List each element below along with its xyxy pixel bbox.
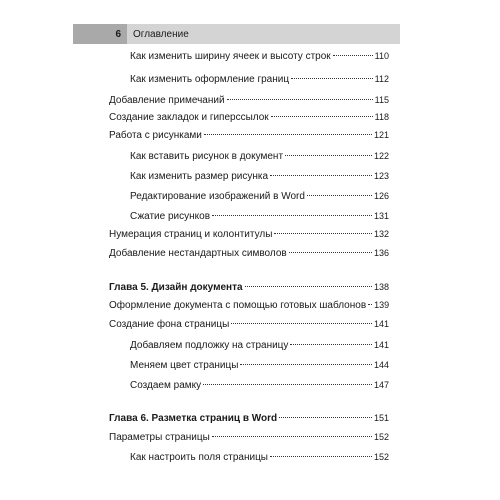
toc-entry[interactable] xyxy=(130,378,389,392)
toc-entry[interactable] xyxy=(130,149,389,163)
toc-entry-label: Редактирование изображений в Word xyxy=(130,191,305,202)
page-number: 6 xyxy=(73,24,127,44)
toc-entry-label: Параметры страницы xyxy=(109,432,210,443)
toc-entry[interactable] xyxy=(130,209,389,223)
dot-leader xyxy=(290,344,372,345)
toc-entry[interactable] xyxy=(109,430,389,444)
dot-leader xyxy=(285,155,372,156)
toc-entry-label: Как вставить рисунок в документ xyxy=(130,151,284,162)
toc-entry[interactable] xyxy=(109,246,389,260)
toc-entry-page: 115 xyxy=(374,95,389,105)
toc-entry-page: 121 xyxy=(373,130,389,140)
dot-leader xyxy=(227,99,373,100)
toc-entry-page: 139 xyxy=(374,300,390,310)
dot-leader xyxy=(289,252,372,253)
toc-entry-label: Сжатие рисунков xyxy=(130,211,211,222)
toc-entry-page: 151 xyxy=(373,413,389,423)
toc-entry[interactable] xyxy=(130,189,389,203)
toc-entry[interactable] xyxy=(130,450,389,464)
toc-entry-label: Как настроить поля страницы xyxy=(130,452,268,463)
toc-entry-label: Как изменить размер рисунка xyxy=(130,171,269,182)
toc-entry-page: 132 xyxy=(373,229,389,239)
toc-entry-page: 141 xyxy=(373,340,389,350)
toc-entry-page: 118 xyxy=(374,112,389,122)
toc-entry-label: Глава 6. Разметка страниц в Word xyxy=(109,413,278,424)
toc-entry-label: Добавление нестандартных символов xyxy=(109,248,287,259)
toc-entry-label: Как изменить оформление границ xyxy=(130,74,290,85)
toc-entry[interactable] xyxy=(109,317,389,331)
toc-entry[interactable] xyxy=(109,227,389,241)
toc-entry-page: 123 xyxy=(373,171,389,181)
toc-entry-page: 126 xyxy=(373,191,389,201)
toc-entry-label: Добавляем подложку на страницу xyxy=(130,340,289,351)
toc-entry[interactable] xyxy=(109,110,389,124)
dot-leader xyxy=(307,195,372,196)
toc-entry-label: Глава 5. Дизайн документа xyxy=(109,282,243,293)
toc-entry[interactable] xyxy=(130,72,389,86)
dot-leader xyxy=(212,436,372,437)
toc-entry[interactable] xyxy=(130,358,389,372)
dot-leader xyxy=(204,134,372,135)
dot-leader xyxy=(270,175,372,176)
toc-entry-page: 112 xyxy=(374,74,389,84)
toc-chapter-entry[interactable] xyxy=(109,411,389,425)
dot-leader xyxy=(245,286,372,287)
dot-leader xyxy=(212,215,372,216)
toc-entry[interactable] xyxy=(109,128,389,142)
toc-entry[interactable] xyxy=(130,169,389,183)
toc-entry-label: Нумерация страниц и колонтитулы xyxy=(109,229,273,240)
toc-entry[interactable] xyxy=(109,93,389,107)
toc-entry-label: Создание закладок и гиперссылок xyxy=(109,112,269,123)
toc-entry-page: 147 xyxy=(373,380,389,390)
toc-entry-page: 138 xyxy=(373,282,389,292)
header-title: Оглавление xyxy=(133,28,189,40)
dot-leader xyxy=(291,78,373,79)
toc-entry[interactable] xyxy=(130,338,389,352)
toc-chapter-entry[interactable] xyxy=(109,280,389,294)
dot-leader xyxy=(270,456,372,457)
dot-leader xyxy=(274,233,372,234)
toc-entry-page: 122 xyxy=(373,151,389,161)
toc-entry-page: 131 xyxy=(373,211,389,221)
dot-leader xyxy=(333,55,373,56)
dot-leader xyxy=(279,417,372,418)
toc-entry-label: Меняем цвет страницы xyxy=(130,360,239,371)
toc-entry[interactable] xyxy=(130,49,389,63)
dot-leader xyxy=(231,323,372,324)
toc-entry-label: Создаем рамку xyxy=(130,380,202,391)
toc-entry-page: 152 xyxy=(373,432,389,442)
toc-entry-label: Оформление документа с помощью готовых шаблонов xyxy=(109,300,367,311)
toc-entry-label: Добавление примечаний xyxy=(109,95,225,106)
toc-entry-label: Создание фона страницы xyxy=(109,319,230,330)
toc-entry-page: 141 xyxy=(373,319,389,329)
toc-entry-page: 136 xyxy=(373,248,389,258)
toc-entry-page: 152 xyxy=(373,452,389,462)
dot-leader xyxy=(240,364,372,365)
dot-leader xyxy=(271,116,373,117)
toc-entry-label: Работа с рисунками xyxy=(109,130,202,141)
toc-entry[interactable] xyxy=(109,298,389,312)
dot-leader xyxy=(203,384,372,385)
toc-entry-page: 144 xyxy=(373,360,389,370)
toc-entry-label: Как изменить ширину ячеек и высоту строк xyxy=(130,51,331,62)
toc-entry-page: 110 xyxy=(374,51,389,61)
dot-leader xyxy=(368,304,372,305)
